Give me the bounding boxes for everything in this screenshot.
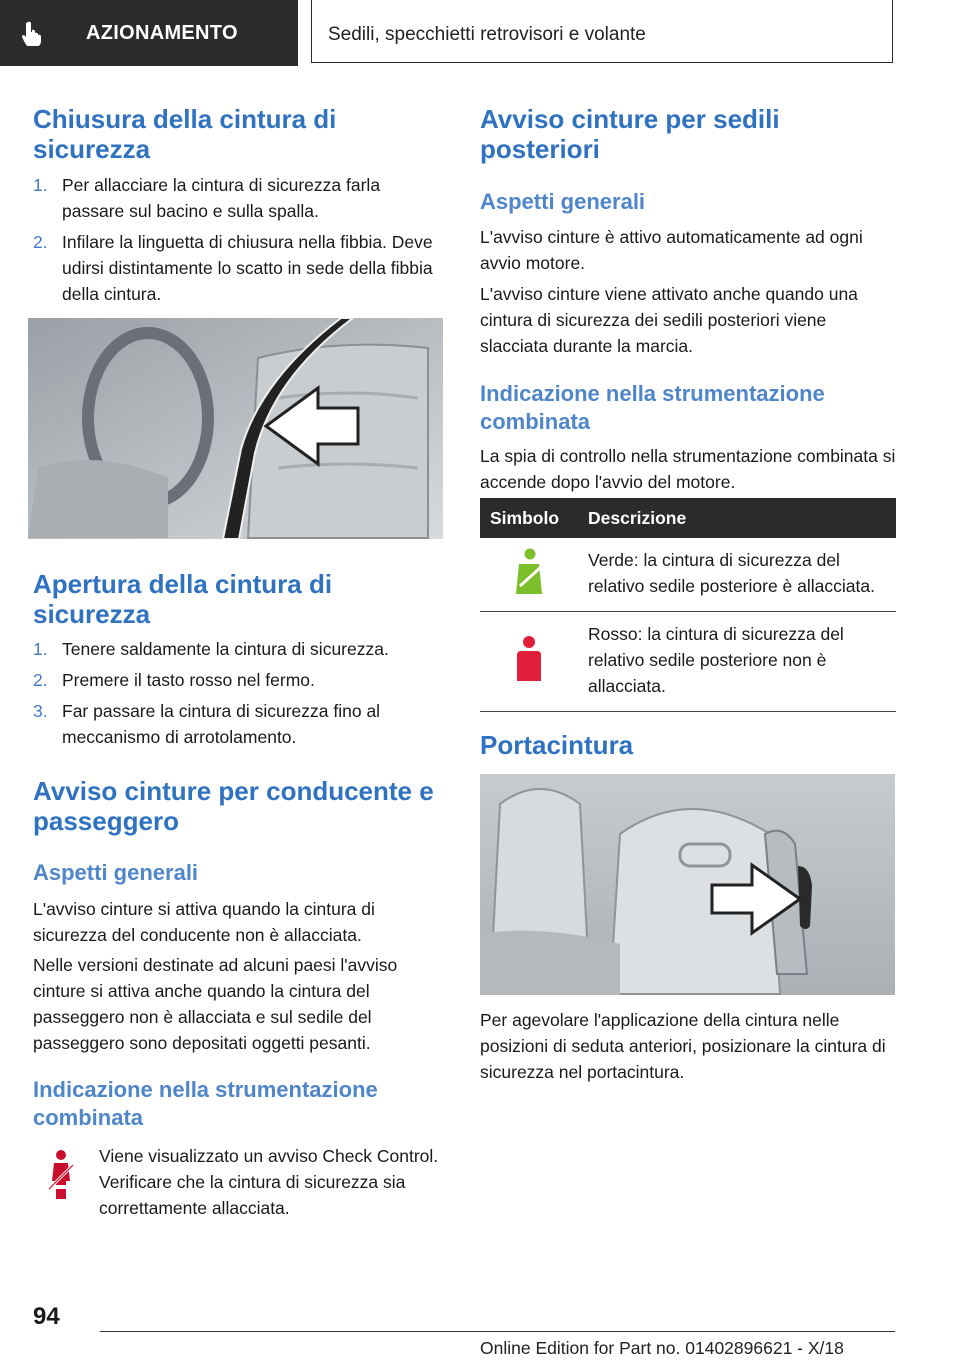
general-rear-text-2: L'avviso cinture viene attivato anche quando una cintura di sicurezza dei sedili posteriori viene slacciata durante la marcia. [480, 284, 858, 356]
hand-pointer-icon [20, 20, 46, 46]
row-desc: Verde: la cintura di sicurezza del relativo sedile posteriore è allacciata. [578, 538, 896, 612]
red-belt-unfastened-icon [512, 635, 546, 683]
chapter-title: Sedili, specchietti retrovisori e volante [328, 24, 646, 45]
symbol-table [480, 498, 896, 712]
seatbelt-warning-icon [45, 1149, 75, 1201]
heading-warn-front: Avviso cinture per conducente e passeggero [33, 776, 434, 836]
heading-warn-rear: Avviso cinture per sedili posteriori [480, 104, 780, 164]
table-row [480, 538, 896, 612]
heading-general-front: Aspetti generali [33, 860, 199, 885]
heading-belt-holder: Portacintura [480, 730, 634, 760]
belt-holder-photo [480, 774, 895, 995]
table-row [480, 612, 896, 712]
close-steps-list [33, 172, 445, 312]
row-desc: Rosso: la cintura di sicurezza del relativo sedile posteriore non è allacciata. [578, 612, 896, 712]
general-rear-text-1: L'avviso cinture è attivo automaticamente ad ogni avvio motore. [480, 227, 863, 273]
heading-open-belt: Apertura della cintura di sicurezza [33, 569, 333, 629]
footer-divider [100, 1331, 895, 1332]
section-title: AZIONAMENTO [86, 22, 238, 44]
seatbelt-photo [28, 318, 443, 539]
heading-general-rear: Aspetti generali [480, 189, 646, 214]
page-header [0, 0, 960, 66]
open-steps-list [33, 636, 445, 755]
col-desc-header: Descrizione [578, 498, 896, 538]
general-front-text-1: L'avviso cinture si attiva quando la cintura di sicurezza del conducente non è allacciata. [33, 899, 375, 945]
section-tab [0, 0, 298, 66]
cluster-rear-text: La spia di controllo nella strumentazione combinata si accende dopo l'avvio del motore. [480, 446, 896, 492]
table-header-row [480, 498, 896, 538]
col-symbol-header: Simbolo [480, 498, 578, 538]
heading-cluster-rear: Indicazione nella strumentazione combinata [480, 381, 825, 434]
belt-holder-text: Per agevolare l'applicazione della cintura nelle posizioni di seduta anteriori, posizionare la cintura di sicurezza nel portacintura. [480, 1010, 886, 1082]
page-number: 94 [33, 1303, 60, 1330]
general-front-text-2: Nelle versioni destinate ad alcuni paesi l'avviso cinture si attiva anche quando la cintura del passeggero non è allacciata e sul sedile del passeggero sono depositati oggetti pesanti. [33, 955, 398, 1053]
green-belt-fastened-icon [512, 548, 546, 596]
chapter-tab [311, 0, 893, 63]
edition-text: Online Edition for Part no. 01402896621 - X/18 [480, 1338, 844, 1358]
list-item: 2. Premere il tasto rosso nel fermo. [33, 670, 315, 690]
heading-close-belt: Chiusura della cintura di sicurezza [33, 104, 337, 164]
heading-cluster-front: Indicazione nella strumentazione combinata [33, 1077, 378, 1130]
list-item: 3. Far passare la cintura di sicurezza fino al meccanismo di arrotolamento. [33, 701, 381, 747]
list-item: 2. Infilare la linguetta di chiusura nella fibbia. Deve udirsi distintamente lo scatto in sede della fibbia della cintura. [33, 232, 433, 304]
list-item: 1. Tenere saldamente la cintura di sicurezza. [33, 639, 389, 659]
cluster-front-text: Viene visualizzato un avviso Check Control. Verificare che la cintura di sicurezza sia correttamente allacciata. [99, 1146, 439, 1218]
list-item: 1. Per allacciare la cintura di sicurezza farla passare sul bacino e sulla spalla. [33, 175, 381, 221]
